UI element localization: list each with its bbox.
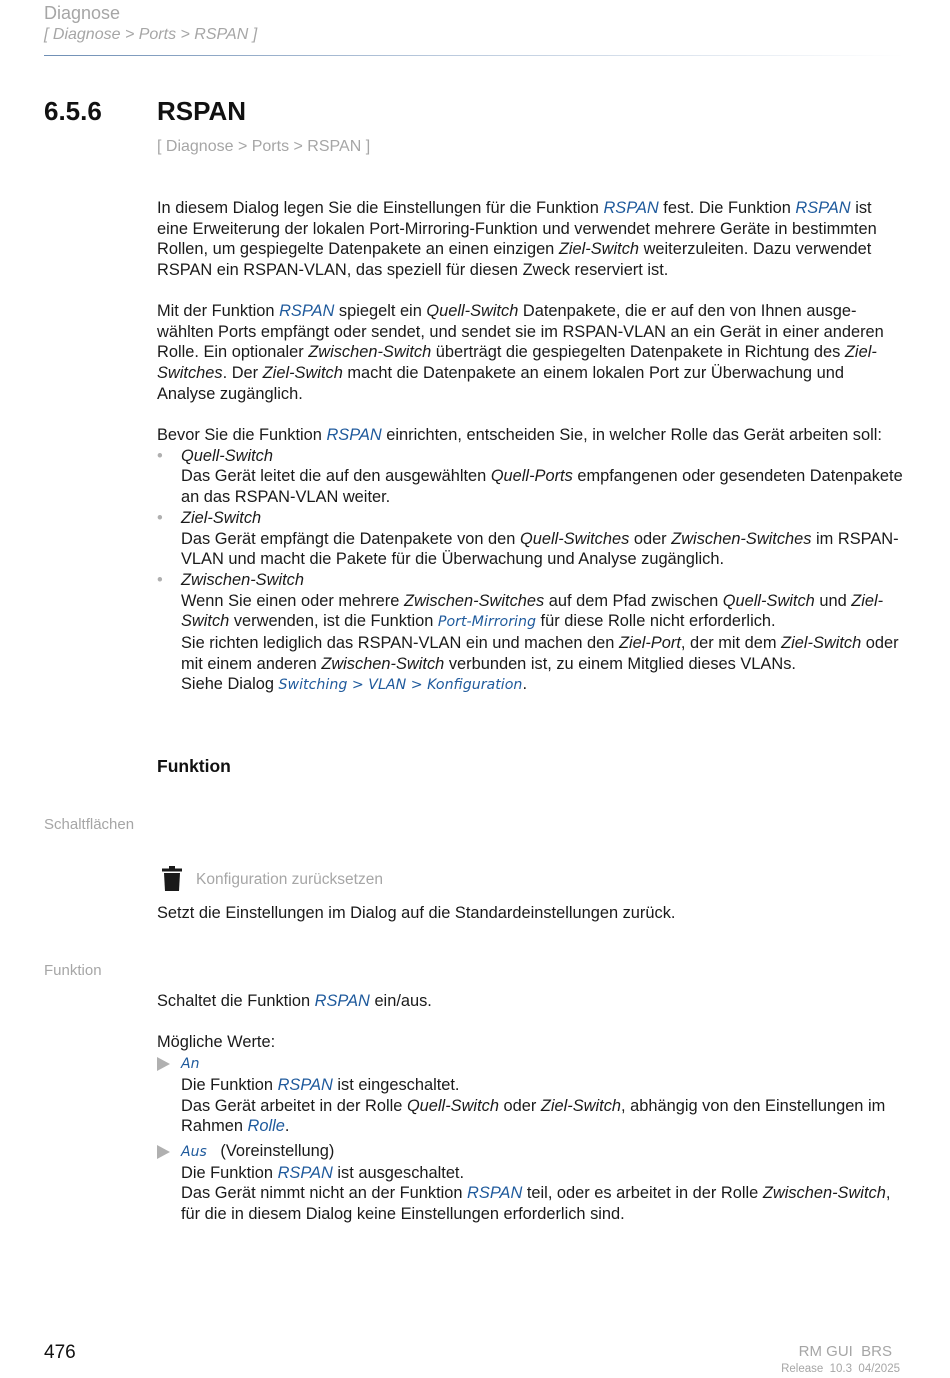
trash-icon[interactable] bbox=[162, 866, 182, 891]
intro-paragraph-3: Bevor Sie die Funktion RSPAN einrichten, entscheiden Sie, in welcher Rolle das Gerät arbeiten soll: bbox=[157, 426, 882, 444]
option-aus: Aus (Voreinstellung) Die Funktion RSPAN ist ausgeschaltet. Das Gerät nimmt nicht an der Funktion RSPAN teil, oder es arbeitet in der Rolle Zwischen-Switch, für die in diesem Dialog keine Einstellungen erforderlich sind. bbox=[157, 1141, 905, 1225]
section-number: 6.5.6 bbox=[44, 96, 102, 126]
default-marker: (Voreinstellung) bbox=[220, 1141, 335, 1160]
funktion-block bbox=[157, 991, 905, 1225]
triangle-bullet-icon bbox=[157, 1057, 170, 1071]
role-name: Zwischen-Switch bbox=[181, 570, 304, 589]
vlan-config-link[interactable]: Switching > VLAN > Konfiguration bbox=[278, 677, 523, 694]
rspan-link[interactable]: RSPAN bbox=[314, 992, 370, 1010]
list-item: • Ziel-Switch Das Gerät empfängt die Datenpakete von den Quell-Switches oder Zwischen-Switches im RSPAN-VLAN und macht die Pakete für die Überwachung und Analyse zugänglich. bbox=[157, 508, 899, 569]
funktion-description: Schaltet die Funktion RSPAN ein/aus. bbox=[157, 992, 432, 1010]
release-info: Release 10.3 04/2025 bbox=[781, 1363, 900, 1375]
option-an: An Die Funktion RSPAN ist eingeschaltet. Das Gerät arbeitet in der Rolle Quell-Switch oder Ziel-Switch, abhängig von den Einstellungen im Rahmen Rolle. bbox=[157, 1053, 905, 1137]
section-title: RSPAN bbox=[157, 96, 247, 126]
list-item: • Zwischen-Switch Wenn Sie einen oder mehrere Zwischen-Switches auf dem Pfad zwischen Quell-Switch und Ziel-Switch verwenden, ist die Funktion Port-Mirroring für diese Rolle nicht erforderlich. Sie richten lediglich das RSPAN-VLAN ein und machen den Ziel-Port, der mit dem Ziel-Switch oder mit einem anderen Zwischen-Switch verbunden ist, zu einem Mitglied dieses VLANs. Siehe Dialog Switching > VLAN > Konfiguration. bbox=[157, 570, 899, 694]
role-name: Quell-Switch bbox=[181, 446, 273, 465]
roles-list bbox=[157, 446, 905, 696]
doc-name: RM GUI BRS bbox=[798, 1343, 892, 1360]
rspan-link[interactable]: RSPAN bbox=[795, 199, 851, 217]
rspan-link[interactable]: RSPAN bbox=[279, 302, 335, 320]
page-number: 476 bbox=[44, 1342, 76, 1363]
list-item: • Quell-Switch Das Gerät leitet die auf den ausgewählten Quell-Ports empfangenen oder gesendeten Datenpakete an das RSPAN-VLAN weiter. bbox=[157, 446, 903, 507]
triangle-bullet-icon bbox=[157, 1145, 170, 1159]
rspan-link[interactable]: RSPAN bbox=[277, 1163, 333, 1182]
header-breadcrumb: [ Diagnose > Ports > RSPAN ] bbox=[44, 26, 258, 43]
intro-paragraph-2: Mit der Funktion RSPAN spiegelt ein Quell-Switch Datenpakete, die er auf den von Ihnen ausgewählten Ports empfängt oder sendet, und sendet sie im RSPAN-VLAN an ein Gerät in einer anderen Rolle. Ein optionaler Zwischen-Switch überträgt die gespiegelten Datenpakete in Richtung des Ziel-Switches. Der Ziel-Switch macht die Datenpakete an einem lokalen Port zur Überwachung und Analyse zugänglich. bbox=[157, 302, 884, 403]
header-rule bbox=[44, 55, 904, 56]
rspan-link[interactable]: RSPAN bbox=[603, 199, 659, 217]
rspan-link[interactable]: RSPAN bbox=[467, 1184, 523, 1203]
bullet-icon: • bbox=[157, 570, 163, 589]
intro-paragraph-1: In diesem Dialog legen Sie die Einstellungen für die Funktion RSPAN fest. Die Funktion RSPAN ist eine Erweiterung der lokalen Port-Mirroring-Funktion und verwendet mehrere Geräte in bestimmten Rollen, um gespiegelte Datenpakete an einen einzigen Ziel-Switch weiterzuleiten. Dazu verwendet RSPAN ein RSPAN-VLAN, das speziell für diesen Zweck reserviert ist. bbox=[157, 199, 877, 280]
buttons-section-label: Schaltflächen bbox=[44, 816, 135, 833]
bullet-icon: • bbox=[157, 446, 163, 465]
header-title: Diagnose bbox=[44, 3, 121, 23]
section-breadcrumb: [ Diagnose > Ports > RSPAN ] bbox=[157, 138, 371, 155]
role-name: Ziel-Switch bbox=[181, 508, 262, 527]
rspan-link[interactable]: RSPAN bbox=[326, 426, 382, 444]
funktion-heading: Funktion bbox=[157, 756, 231, 776]
reset-description: Setzt die Einstellungen im Dialog auf die Standardeinstellungen zurück. bbox=[157, 904, 676, 922]
reset-config-button[interactable]: Konfiguration zurücksetzen bbox=[196, 871, 383, 888]
possible-values-label: Mögliche Werte: bbox=[157, 1033, 276, 1052]
option-value: Aus bbox=[181, 1143, 207, 1160]
funktion-section-label: Funktion bbox=[44, 962, 102, 979]
rspan-link[interactable]: RSPAN bbox=[277, 1075, 333, 1094]
option-value: An bbox=[181, 1056, 200, 1073]
rolle-link[interactable]: Rolle bbox=[247, 1117, 285, 1136]
port-mirroring-link[interactable]: Port-Mirroring bbox=[437, 614, 536, 631]
roles-block bbox=[157, 425, 905, 696]
bullet-icon: • bbox=[157, 508, 163, 527]
